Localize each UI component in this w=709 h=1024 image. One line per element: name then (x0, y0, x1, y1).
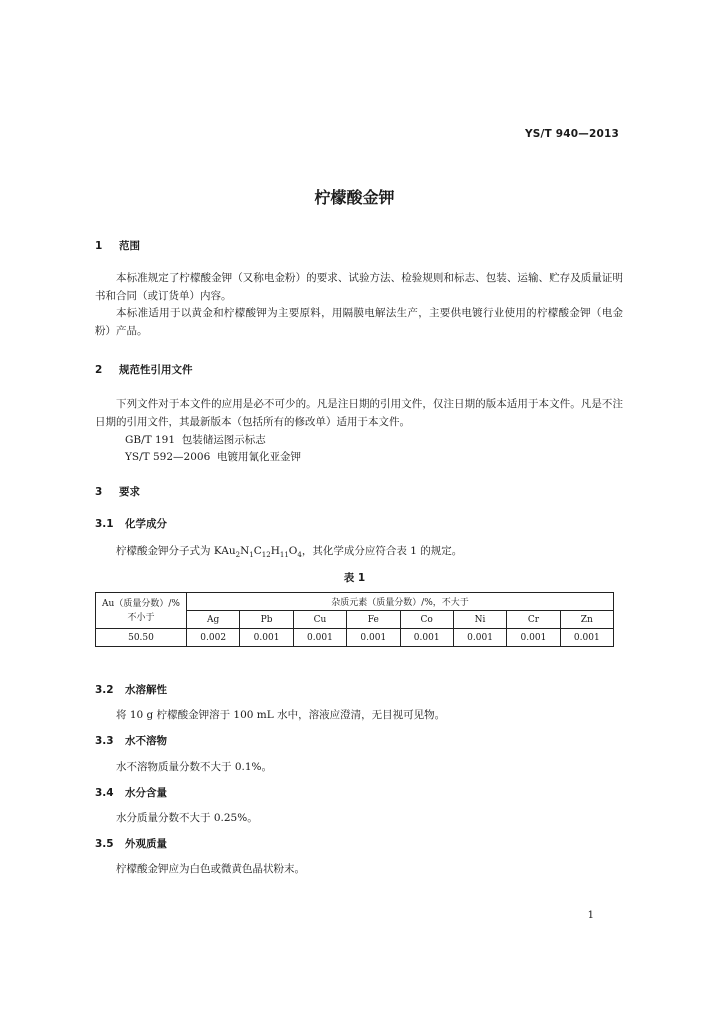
value-cell: 0.001 (453, 629, 506, 647)
section-number: 3.4 (95, 787, 114, 799)
section-number: 3.2 (95, 684, 114, 696)
element-header: Ni (453, 611, 506, 629)
table-caption: 表 1 (343, 572, 366, 584)
section-number: 3.5 (95, 838, 114, 850)
text: N (240, 545, 250, 557)
section-title: 水不溶物 (125, 735, 167, 747)
section-number: 1 (95, 240, 103, 252)
au-header-line2: 不小于 (127, 612, 155, 623)
formula-sentence (116, 543, 462, 559)
value-cell: 0.001 (240, 629, 293, 647)
section-3-4-heading (95, 785, 167, 800)
reference-item (125, 449, 301, 464)
table-row (96, 629, 614, 647)
text: C (253, 545, 262, 557)
section-title: 要求 (119, 486, 140, 498)
section-3-2-text: 将 10 g 柠檬酸金钾溶于 100 mL 水中，溶液应澄清，无目视可见物。 (116, 709, 446, 721)
section-3-heading (95, 484, 140, 499)
reference-name: 包装储运图示标志 (181, 434, 266, 446)
text: 柠檬酸金钾分子式为 KAu (116, 545, 236, 557)
document-code: YS/T 940—2013 (524, 128, 619, 140)
section-title: 水溶解性 (125, 684, 167, 696)
element-header: Pb (240, 611, 293, 629)
section-3-4-text: 水分质量分数不大于 0.25%。 (116, 812, 258, 824)
value-cell: 0.001 (560, 629, 613, 647)
subscript: 2 (235, 551, 241, 560)
reference-name: 电镀用氰化亚金钾 (216, 451, 301, 463)
section-3-2-heading (95, 682, 167, 697)
reference-code: GB/T 191 (125, 434, 176, 446)
section-3-3-text: 水不溶物质量分数不大于 0.1%。 (116, 761, 273, 773)
text: H (270, 545, 280, 557)
subscript: 1 (249, 551, 254, 560)
section-2-heading (95, 362, 193, 377)
paragraph: 本标准规定了柠檬酸金钾（又称电金粉）的要求、试验方法、检验规则和标志、包装、运输、贮存及质量证明书和合同（或订货单）内容。 (95, 272, 623, 302)
section-3-3-heading (95, 733, 167, 748)
au-value-cell: 50.50 (96, 629, 187, 647)
au-header-cell (96, 593, 187, 629)
paragraph: 本标准适用于以黄金和柠檬酸钾为主要原料，用隔膜电解法生产，主要供电镀行业使用的柠檬酸金钾（电金粉）产品。 (95, 307, 623, 337)
page-number: 1 (587, 910, 594, 921)
value-cell: 0.001 (400, 629, 453, 647)
element-header: Zn (560, 611, 613, 629)
section-title: 规范性引用文件 (119, 364, 193, 376)
section-1-body (95, 270, 623, 340)
reference-item (125, 432, 266, 447)
element-header: Cu (293, 611, 346, 629)
value-cell: 0.001 (293, 629, 346, 647)
subscript: 12 (261, 551, 271, 560)
text: O (288, 545, 298, 557)
element-header: Fe (347, 611, 400, 629)
document-title: 柠檬酸金钾 (314, 188, 395, 207)
value-cell: 0.001 (347, 629, 400, 647)
table-header-row (96, 593, 614, 611)
section-title: 化学成分 (125, 518, 167, 530)
reference-code: YS/T 592—2006 (125, 451, 211, 463)
section-title: 范围 (119, 240, 140, 252)
section-title: 外观质量 (125, 838, 167, 850)
value-cell: 0.002 (187, 629, 240, 647)
impurity-group-header: 杂质元素（质量分数）/%，不大于 (187, 593, 614, 611)
value-cell: 0.001 (507, 629, 560, 647)
au-header-line1: Au（质量分数）/% (102, 598, 180, 609)
section-3-5-text: 柠檬酸金钾应为白色或微黄色晶状粉末。 (116, 863, 305, 875)
section-3-1-heading (95, 516, 167, 531)
subscript: 11 (279, 551, 289, 560)
section-title: 水分含量 (125, 787, 167, 799)
element-header: Ag (187, 611, 240, 629)
text: ，其化学成分应符合表 1 的规定。 (301, 545, 463, 557)
element-header: Co (400, 611, 453, 629)
section-number: 2 (95, 364, 103, 376)
section-number: 3 (95, 486, 103, 498)
section-2-body (95, 396, 623, 431)
element-header: Cr (507, 611, 560, 629)
table-1 (95, 592, 614, 647)
paragraph: 下列文件对于本文件的应用是必不可少的。凡是注日期的引用文件，仅注日期的版本适用于本文件。凡是不注日期的引用文件，其最新版本（包括所有的修改单）适用于本文件。 (95, 398, 623, 428)
subscript: 4 (297, 551, 302, 560)
section-number: 3.1 (95, 518, 114, 530)
section-number: 3.3 (95, 735, 114, 747)
section-3-5-heading (95, 836, 167, 851)
section-1-heading (95, 238, 140, 253)
